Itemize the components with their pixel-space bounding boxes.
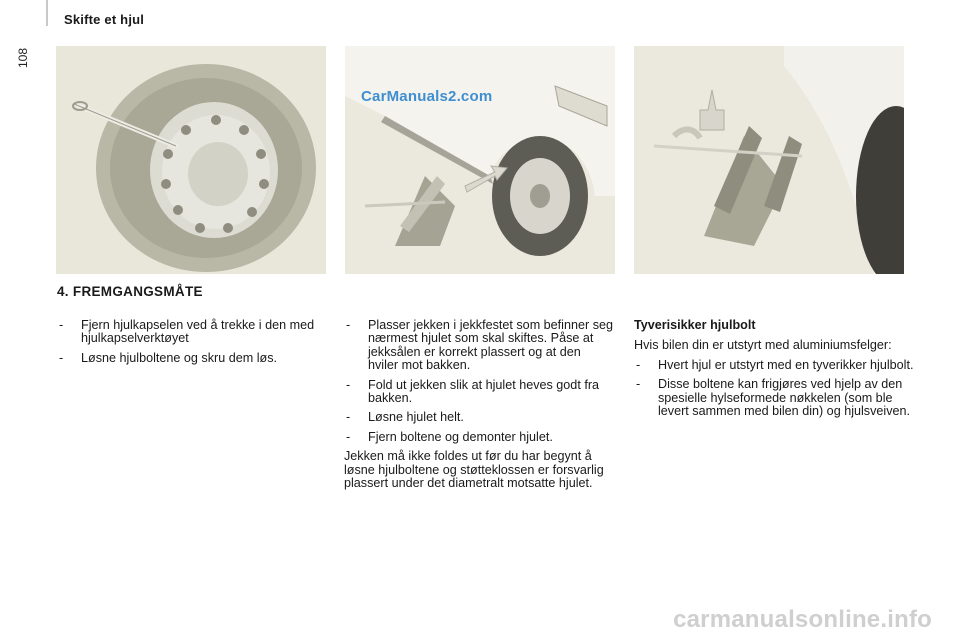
- list-item-text: Hvert hjul er utstyrt med en tyverikker hjulbolt.: [658, 357, 914, 372]
- list-item-text: Fjern boltene og demonter hjulet.: [368, 429, 553, 444]
- bullet-dash: -: [636, 357, 641, 372]
- bullet-dash: -: [59, 318, 64, 332]
- column-2: [344, 319, 614, 496]
- bullet-dash: -: [346, 377, 351, 392]
- column-1: [57, 319, 337, 371]
- car-jack-illustration: [345, 46, 615, 274]
- list-item-text: Fold ut jekken slik at hjulet heves godt fra bakken.: [368, 377, 600, 406]
- jack-warning-note: Jekken må ikke foldes ut før du har begynt å løsne hjulboltene og støtteklossen er forsvarlig plassert under det diametralt motsatte hjulet.: [344, 449, 604, 491]
- column-3: [634, 319, 914, 424]
- list-item: [344, 379, 614, 406]
- list-item-text: Fjern hjulkapselen ved å trekke i den med hjulkapselverktøyet: [81, 318, 315, 346]
- list-item-text: Løsne hjulboltene og skru dem løs.: [81, 350, 278, 365]
- list-item: [57, 319, 337, 346]
- bullet-dash: -: [346, 429, 351, 444]
- bullet-dash: -: [636, 377, 641, 392]
- list-item-text: Disse boltene kan frigjøres ved hjelp av den spesielle hylseformede nøkkelen (som ble levert sammen med bilen din) og hjulsveiven.: [658, 377, 910, 419]
- side-rule: [46, 0, 48, 26]
- list-item: [344, 411, 614, 424]
- list-item-text: Løsne hjulet helt.: [368, 410, 464, 425]
- bullet-dash: -: [59, 350, 64, 365]
- list-item: [344, 431, 614, 444]
- list-item-text: Plasser jekken i jekkfestet som befinner seg nærmest hjulet som skal skiftes. Påse at jekksålen er korrekt plassert og at den hviler mot bakken.: [368, 318, 613, 373]
- section-title: Skifte et hjul: [64, 12, 145, 27]
- list-item: [634, 359, 914, 372]
- wheel-illustration: [56, 46, 326, 274]
- anti-theft-intro: Hvis bilen din er utstyrt med aluminiumsfelger:: [634, 338, 892, 353]
- jack-closeup-illustration: [634, 46, 904, 274]
- bullet-dash: -: [346, 318, 351, 332]
- watermark-carmanuals: CarManuals2.com: [361, 88, 493, 105]
- watermark-carmanualsonline: carmanualsonline.info: [673, 606, 932, 633]
- list-item: [57, 352, 337, 365]
- list-item: [344, 319, 614, 373]
- procedure-heading: 4. FREMGANGSMÅTE: [57, 284, 203, 299]
- list-item: [634, 378, 914, 418]
- anti-theft-bolt-subheading: Tyverisikker hjulbolt: [634, 318, 756, 332]
- page-number: 108: [16, 47, 30, 68]
- bullet-dash: -: [346, 410, 351, 425]
